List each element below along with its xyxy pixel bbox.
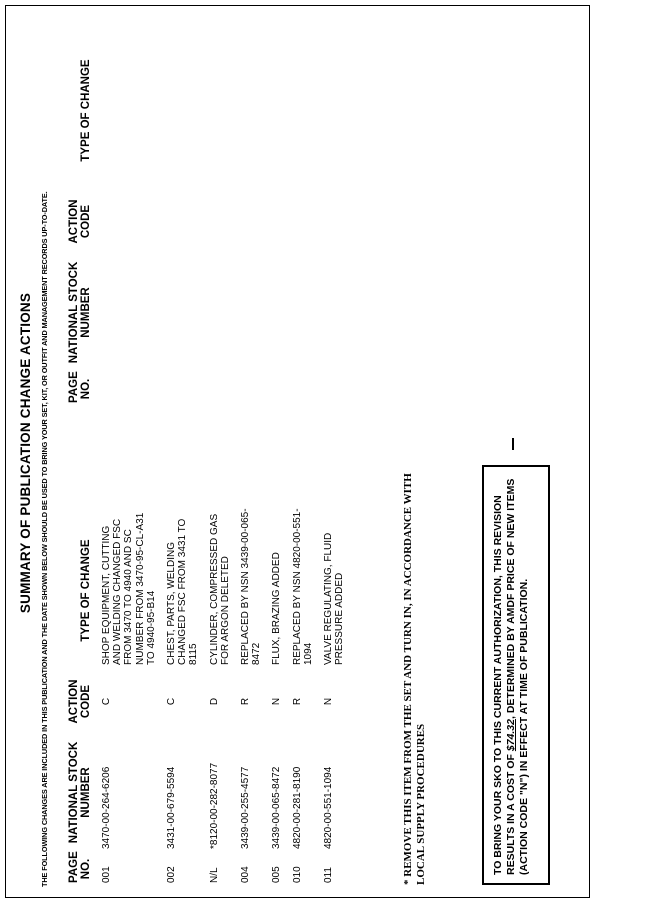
table-row bbox=[271, 508, 282, 883]
intro-text: THE FOLLOWING CHANGES ARE INCLUDED IN THIS PUBLICATION AND THE DATE SHOWN BELOW SHOULD BE USED TO BRING YOUR SET, KIT, OR OUTFIT AND MANAGEMENT RECORDS UP-TO-DATE. bbox=[40, 191, 49, 887]
cell-page: 011 bbox=[323, 867, 335, 883]
change-table-continued bbox=[68, 28, 92, 403]
cell-type: REPLACED BY NSN 4820-00-551-1094 bbox=[291, 508, 314, 665]
cell-page: 005 bbox=[271, 866, 283, 883]
cell-page: 010 bbox=[291, 866, 303, 883]
change-table bbox=[68, 508, 345, 883]
cell-type: SHOP EQUIPMENT, CUTTING AND WELDING CHANGED FSC FROM 3470 TO 4940 AND SC NUMBER FROM 3470-95-CL-A31 TO 4940-95-B14 bbox=[101, 512, 157, 665]
table-row bbox=[209, 508, 231, 883]
header-type: TYPE OF CHANGE bbox=[80, 539, 92, 642]
notice-cost: $74.32 bbox=[505, 719, 517, 752]
table-row bbox=[323, 508, 345, 883]
page-number bbox=[512, 438, 514, 450]
header-action: ACTION CODE bbox=[68, 679, 92, 724]
header-page: PAGE NO. bbox=[68, 851, 92, 883]
cell-page: 004 bbox=[240, 866, 252, 883]
notice-text-after: , DETERMINED BY AMDF PRICE OF NEW ITEMS (ACTION CODE "N") IN EFFECT AT TIME OF PUBLICATION. bbox=[505, 478, 530, 875]
cell-nsn: 4820-00-551-1094 bbox=[323, 766, 335, 849]
caption-text bbox=[609, 644, 666, 660]
cell-nsn: 3470-00-264-6206 bbox=[101, 766, 112, 849]
header-page: PAGE NO. bbox=[68, 371, 92, 403]
document-title: SUMMARY OF PUBLICATION CHANGE ACTIONS bbox=[18, 292, 33, 614]
table-row bbox=[166, 508, 200, 883]
footnote: * REMOVE THIS ITEM FROM THE SET AND TURN IN, IN ACCORDANCE WITH LOCAL SUPPLY PROCEDURES bbox=[402, 473, 427, 885]
cell-page: N/L bbox=[208, 867, 220, 883]
cell-action: C bbox=[101, 697, 112, 706]
table-body bbox=[101, 508, 345, 883]
header-nsn: NATIONAL STOCK NUMBER bbox=[68, 741, 92, 844]
cell-type: CYLINDER, COMPRESSED GAS FOR ARGON DELETED bbox=[208, 513, 231, 665]
cell-type: CHEST, PARTS, WELDING CHANGED FSC FROM 3431 TO 8115 bbox=[166, 518, 200, 665]
cell-type: FLUX, BRAZING ADDED bbox=[271, 552, 283, 665]
cell-page: 001 bbox=[101, 866, 112, 883]
table-row bbox=[292, 508, 314, 883]
table-row bbox=[101, 508, 157, 883]
cell-action: N bbox=[271, 697, 283, 706]
notice-text-before: TO BRING YOUR SKO TO THIS CURRENT AUTHORIZATION, THIS REVISION RESULTS IN A COST OF bbox=[492, 495, 517, 875]
cell-page: 002 bbox=[166, 866, 178, 883]
cell-action: D bbox=[208, 697, 220, 706]
cell-type: VALVE REGULATING, FLUID PRESSURE ADDED bbox=[323, 532, 346, 665]
document-frame bbox=[5, 5, 590, 898]
header-action: ACTION CODE bbox=[68, 199, 92, 244]
cell-nsn: 3431-00-679-5594 bbox=[166, 766, 178, 849]
table-row bbox=[240, 508, 262, 883]
cell-nsn: 3439-00-255-4577 bbox=[240, 766, 252, 849]
header-type: TYPE OF CHANGE bbox=[80, 59, 92, 162]
cost-notice-box bbox=[482, 465, 550, 885]
cell-action: C bbox=[166, 697, 178, 706]
cell-nsn: 4820-00-281-8190 bbox=[291, 766, 303, 849]
cell-action: R bbox=[291, 697, 303, 706]
cell-action: N bbox=[323, 697, 335, 706]
cell-nsn: *8120-00-282-8077 bbox=[208, 762, 220, 849]
cell-action: R bbox=[240, 697, 252, 706]
table-header-continued bbox=[68, 28, 92, 403]
header-nsn: NATIONAL STOCK NUMBER bbox=[68, 261, 92, 364]
rotated-page bbox=[12, 13, 584, 893]
table-header bbox=[68, 508, 92, 883]
figure-caption bbox=[609, 280, 625, 660]
cell-nsn: 3439-00-065-8472 bbox=[271, 766, 283, 849]
cell-type: REPLACED BY NSN 3439-00-065-8472 bbox=[240, 508, 263, 665]
